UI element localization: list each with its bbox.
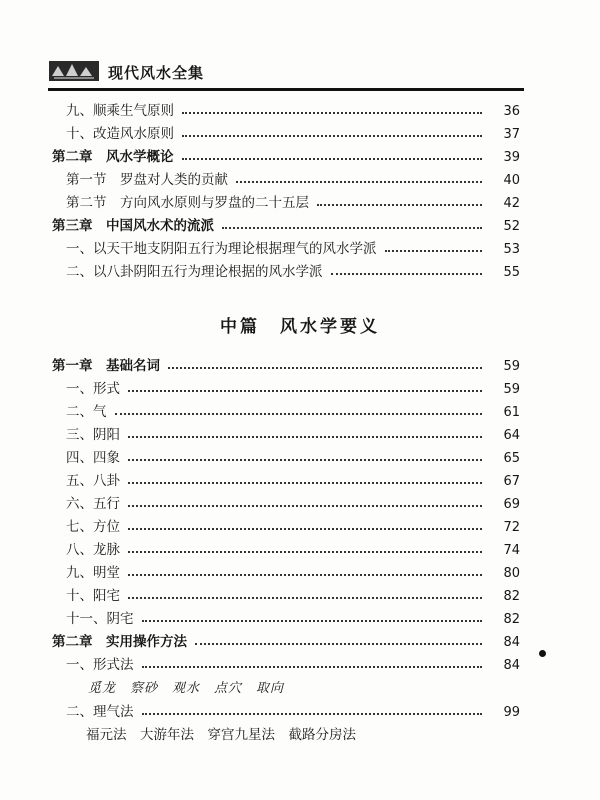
dot-leader bbox=[182, 146, 483, 160]
dot-leader bbox=[142, 608, 483, 622]
toc-entry-label: 九、顺乘生气原则 bbox=[66, 100, 178, 123]
toc-entry bbox=[52, 585, 520, 608]
toc-entry-label: 九、明堂 bbox=[66, 562, 124, 585]
dot-leader bbox=[182, 123, 482, 137]
toc-entry bbox=[52, 169, 520, 192]
running-header bbox=[48, 56, 524, 90]
toc-entry-label: 第一章 基础名词 bbox=[52, 355, 164, 378]
toc-entry bbox=[52, 447, 520, 470]
toc-entry bbox=[52, 261, 520, 284]
toc-entry-label: 十一、阴宅 bbox=[66, 608, 138, 631]
toc-entry-label: 第一节 罗盘对人类的贡献 bbox=[66, 169, 232, 192]
toc-entry bbox=[52, 192, 520, 215]
toc-entry-label: 三、阴阳 bbox=[66, 424, 124, 447]
toc-entry bbox=[52, 701, 520, 724]
toc-page-number: 80 bbox=[503, 566, 520, 581]
dot-leader bbox=[128, 516, 482, 530]
toc-entry bbox=[52, 654, 520, 677]
toc-entry bbox=[52, 539, 520, 562]
toc-entry-label: 第二节 方向风水原则与罗盘的二十五层 bbox=[66, 192, 313, 215]
dot-leader bbox=[142, 701, 483, 715]
dot-leader bbox=[317, 192, 482, 206]
toc-entry-label: 八、龙脉 bbox=[66, 539, 124, 562]
toc-entry bbox=[52, 215, 520, 238]
toc-entry bbox=[52, 238, 520, 261]
toc-entry bbox=[52, 724, 520, 747]
toc-entry-label: 四、四象 bbox=[66, 447, 124, 470]
toc-entry bbox=[52, 401, 520, 424]
toc-page-number: 82 bbox=[503, 612, 520, 627]
dot-leader bbox=[331, 261, 483, 275]
toc-page-number: 55 bbox=[503, 265, 520, 280]
toc-entry-label: 六、五行 bbox=[66, 493, 124, 516]
toc-entry bbox=[52, 146, 520, 169]
dot-leader bbox=[222, 215, 482, 229]
toc-entry-label: 十、阳宅 bbox=[66, 585, 124, 608]
toc-page-number: 65 bbox=[503, 451, 520, 466]
toc-page-number: 84 bbox=[503, 635, 520, 650]
dot-leader bbox=[195, 631, 482, 645]
dot-leader bbox=[115, 401, 483, 415]
toc-entry bbox=[52, 100, 520, 123]
toc-entry-label: 二、理气法 bbox=[66, 701, 138, 724]
toc-page-number: 67 bbox=[503, 474, 520, 489]
toc-page-number: 59 bbox=[503, 359, 520, 374]
header-rule bbox=[48, 88, 524, 91]
dot-leader bbox=[128, 562, 482, 576]
dot-leader bbox=[142, 654, 483, 668]
toc-entry-label: 第二章 风水学概论 bbox=[52, 146, 178, 169]
toc-page-number: 99 bbox=[503, 705, 520, 720]
dot-leader bbox=[182, 100, 482, 114]
ornamental-logo-icon bbox=[48, 58, 100, 84]
dot-leader bbox=[128, 424, 482, 438]
toc-page-number: 39 bbox=[503, 150, 520, 165]
toc-section-top bbox=[52, 100, 520, 284]
toc-entry bbox=[52, 677, 520, 701]
toc-page-number: 84 bbox=[503, 658, 520, 673]
toc-entry-label: 二、以八卦阴阳五行为理论根据的风水学派 bbox=[66, 261, 327, 284]
toc-entry bbox=[52, 470, 520, 493]
toc-page-number: 82 bbox=[503, 589, 520, 604]
toc-page-number: 72 bbox=[503, 520, 520, 535]
toc-entry bbox=[52, 355, 520, 378]
page-mark bbox=[539, 650, 546, 657]
toc-page-number: 52 bbox=[503, 219, 520, 234]
dot-leader bbox=[236, 169, 482, 183]
toc-entry bbox=[52, 631, 520, 654]
dot-leader bbox=[168, 355, 482, 369]
toc-entry-label: 一、形式法 bbox=[66, 654, 138, 677]
toc-page-number: 42 bbox=[503, 196, 520, 211]
toc-entry-label: 一、以天干地支阴阳五行为理论根据理气的风水学派 bbox=[66, 238, 381, 261]
toc-entry-label: 五、八卦 bbox=[66, 470, 124, 493]
toc-entry bbox=[52, 608, 520, 631]
toc-entry bbox=[52, 424, 520, 447]
toc-entry-label: 一、形式 bbox=[66, 378, 124, 401]
dot-leader bbox=[128, 493, 482, 507]
toc-page-number: 53 bbox=[503, 242, 520, 257]
toc-entry-label: 第二章 实用操作方法 bbox=[52, 631, 191, 654]
toc-entry bbox=[52, 562, 520, 585]
toc-page-number: 59 bbox=[503, 382, 520, 397]
toc-entry-label: 觅龙 察砂 观水 点穴 取向 bbox=[88, 677, 288, 700]
toc-page-number: 36 bbox=[503, 104, 520, 119]
dot-leader bbox=[128, 470, 482, 484]
toc-entry bbox=[52, 516, 520, 539]
toc-entry-label: 第三章 中国风水术的流派 bbox=[52, 215, 218, 238]
toc-page-number: 74 bbox=[503, 543, 520, 558]
toc-entry bbox=[52, 378, 520, 401]
dot-leader bbox=[128, 447, 482, 461]
toc-entry-label: 十、改造风水原则 bbox=[66, 123, 178, 146]
toc-page-number: 64 bbox=[503, 428, 520, 443]
toc-page-number: 61 bbox=[503, 405, 520, 420]
toc-section-bottom bbox=[52, 355, 520, 747]
toc-page-number: 69 bbox=[503, 497, 520, 512]
toc-entry bbox=[52, 123, 520, 146]
dot-leader bbox=[385, 238, 483, 252]
toc-page-number: 40 bbox=[503, 173, 520, 188]
book-title: 现代风水全集 bbox=[108, 64, 205, 82]
toc-entry-label: 二、气 bbox=[66, 401, 111, 424]
toc-entry-label: 七、方位 bbox=[66, 516, 124, 539]
part-title: 中篇 风水学要义 bbox=[220, 317, 380, 337]
dot-leader bbox=[128, 585, 482, 599]
toc-entry-label: 福元法 大游年法 穿宫九星法 截路分房法 bbox=[86, 724, 360, 747]
dot-leader bbox=[128, 539, 482, 553]
toc-page-number: 37 bbox=[503, 127, 520, 142]
dot-leader bbox=[128, 378, 482, 392]
toc-entry bbox=[52, 493, 520, 516]
